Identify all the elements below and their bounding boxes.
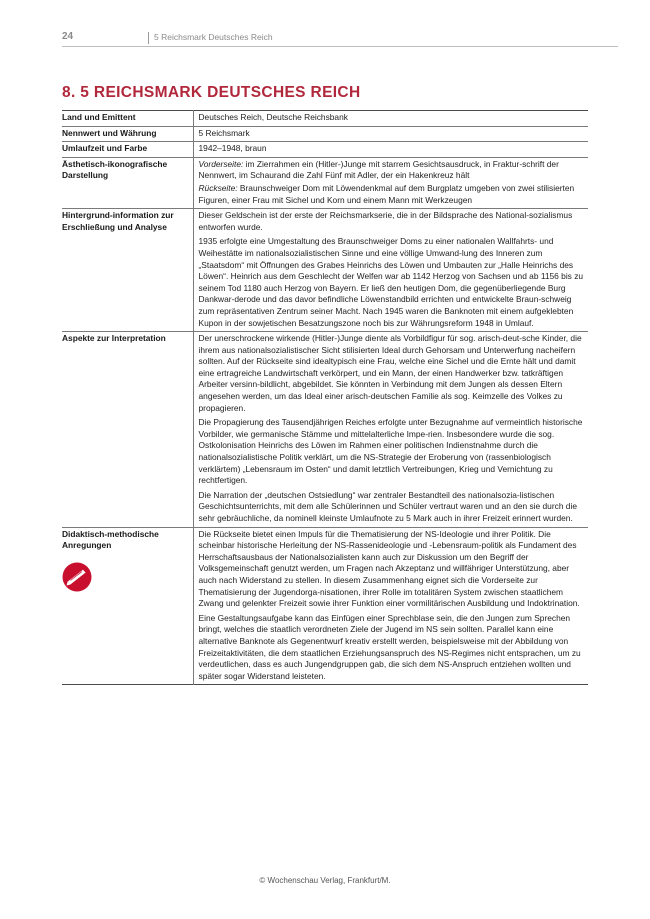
row-label: Umlaufzeit und Farbe — [62, 143, 148, 154]
row-value: 1942–1948, braun — [193, 142, 588, 158]
row-value — [193, 209, 588, 332]
page-number: 24 — [62, 31, 74, 42]
paragraph: Die Narration der „deutschen Ostsiedlung“ war zentraler Bestandteil des nationalsozia-listischen Geschichtsunterrichts, mit dem alle Schülerinnen und Schüler vertraut waren und an den sie durch die sehr gebräuchliche, da nominell kleinste Umlaufnote zu 5 Mark auch in ihrer Freizeit erinnert wurden. — [198, 489, 577, 523]
front-text: im Zierrahmen ein (Hitler-)Junge mit starrem Gesichtsausdruck, in Fraktur-schrift der Nennwert, im Schaurand die Zahl Fünf mit Adler, der ein Hakenkreuz hält — [198, 158, 559, 181]
header-divider — [148, 32, 149, 44]
row-nennwert — [62, 126, 588, 142]
back-label: Rückseite: — [198, 182, 238, 193]
copyright-footer: © Wochenschau Verlag, Frankfurt/M. — [259, 876, 391, 885]
back-description — [199, 183, 586, 206]
row-value: Deutsches Reich, Deutsche Reichsbank — [193, 111, 588, 127]
row-aspekte — [62, 332, 588, 528]
paragraph: Dieser Geldschein ist der erste der Reichsmarkserie, die in der Bildsprache des National-sozialismus entworfen wurde. — [198, 210, 573, 232]
row-didaktik — [62, 527, 588, 685]
row-value: 5 Reichsmark — [193, 126, 588, 142]
row-value — [193, 332, 588, 528]
row-label: Aspekte zur Interpretation — [62, 333, 166, 344]
paragraph: 1935 erfolgte eine Umgestaltung des Braunschweiger Doms zu einer nationalen Wallfahrts- und Weihestätte im nationalsozialistischen Sinne und eine völlige Umwand-lung des Inneren zum „Staatsdom“ mit Öffnungen des Grabes Heinrichs des Löwen und Umbauten zur „Halle Heinrichs des Löwen“. Heinrich aus dem Geschlecht der Welfen war ab 1142 Herzog von Sachsen und ab 1156 bis zu seinem Tod 1180 auch Herzog von Bayern. Er ließ den heutigen Dom, die gegenüberliegende Burg Dankwar-derode und das davor befindliche Löwenstandbild errichten und entwickelte Braun-schweig zum repräsentativen Zentrum seiner Macht. Nach 1945 waren die Banknoten mit einem aufgeklebten Kupon in der sowjetischen Besatzungszone noch bis zur Währungsreform 1948 in Umlauf. — [198, 236, 584, 328]
row-value — [193, 527, 588, 685]
running-title: 5 Reichsmark Deutsches Reich — [154, 32, 273, 42]
row-aesthetik — [62, 157, 588, 208]
row-hintergrund — [62, 209, 588, 332]
paragraph: Eine Gestaltungsaufgabe kann das Einfügen einer Sprechblase sein, die den Jungen zum Sprechen bringt, welches die staatlich verordneten Ziele der Jugend im NS sein sollten. Parallel kann eine alternative Banknote als Gegenentwurf kreativ erstellt werden, beispielsweise mit der Abbildung von Freizeitaktivitäten, die dem staatlichen Erziehungsanspruch des NS-Regimes nicht entsprachen, um zu verdeutlichen, dass es auch Jungendgruppen gab, die sich dem NS-Anspruch entziehen wollten und später sogar Widerstand leisteten. — [198, 612, 581, 681]
row-value — [193, 157, 588, 208]
banknote-info-table — [62, 110, 588, 685]
paragraph: Der unerschrockene wirkende (Hitler-)Junge diente als Vorbildfigur für sog. arisch-deut-sche Kinder, die ihrem aus nationalsozialistischer Sicht stilisierten Ideal durch Gehorsam und Unterwerfung nacheifern sollten. Auf der Rückseite sind idealtypisch eine Frau, welche eine Sichel und die Ernte hält und damit eine ertragreiche Landwirtschaft verkörpert, und ein Mann, der einen Handwerker bzw. tatkräftigen Arbeiter versinn-bildlicht, abgebildet. Sie könnten in Verbindung mit dem Jungen als dessen Eltern angesehen werden, um das Ideal einer arisch-deutschen Familie als sog. Keimzelle des Volkes zu propagieren. — [198, 333, 582, 413]
row-label: Hintergrund-information zur Erschließung und Analyse — [62, 210, 174, 232]
row-label: Nennwert und Währung — [62, 127, 157, 138]
row-label: Land und Emittent — [62, 112, 136, 122]
row-label-cell — [62, 527, 193, 685]
paragraph: Die Rückseite bietet einen Impuls für die Thematisierung der NS-Ideologie und ihrer Politik. Die scheinbar historische Herleitung der NS-Rassenideologie und -Lebensraum-politik als Fundament des Herrschaftsausbaus der Nationalsozialisten kann auch zur Diskussion um den Begriff der Volksgemeinschaft genutzt werden, um Fragen nach Akzeptanz und willfähriger Unterstützung, aber auch nach Widerstand zu stellen. In diesem Zusammenhang eignet sich die Vorderseite zur Thematisierung der Jugendorga-nisationen, ihrer Rolle im totalitären System zwischen staatlichem Zwang und gelenkter Freizeit sowie ihrer Funktion einer vormilitärischen Ausbildung und Indoktrination. — [198, 528, 580, 609]
row-umlaufzeit — [62, 142, 588, 158]
front-label: Vorderseite: — [198, 158, 244, 169]
row-land — [62, 111, 588, 127]
front-description — [199, 159, 586, 182]
section-title: 8. 5 REICHSMARK DEUTSCHES REICH — [62, 84, 361, 101]
pencil-badge-icon — [62, 562, 92, 592]
row-label: Ästhetisch-ikonografische Darstellung — [62, 158, 168, 181]
row-label: Didaktisch-methodische Anregungen — [62, 528, 159, 551]
paragraph: Die Propagierung des Tausendjährigen Reiches erfolgte unter Bezugnahme auf vermeintlich historische Vorbilder, wie germanische Stämme und mittelalterliche Impe-rien. Insbesondere wurde die sog. Ostkolonisation Heinrichs des Löwen im Rahmen einer politischen Indienstnahme durch die nationalsozialistische Politik verklärt, um die NS-Strategie der Eroberung von (rassenbiologisch verklärtem) „Lebensraum im Osten“ und damit letztlich Vertreibungen, Krieg und Vernichtung zu rechtfertigen. — [198, 417, 583, 486]
running-header — [62, 31, 618, 47]
back-text: Braunschweiger Dom mit Löwendenkmal auf dem Burgplatz umgeben von zwei stilisierten Figuren, einer Frau mit Sichel und Korn und einem Mann mit Werkzeugen — [198, 182, 575, 205]
